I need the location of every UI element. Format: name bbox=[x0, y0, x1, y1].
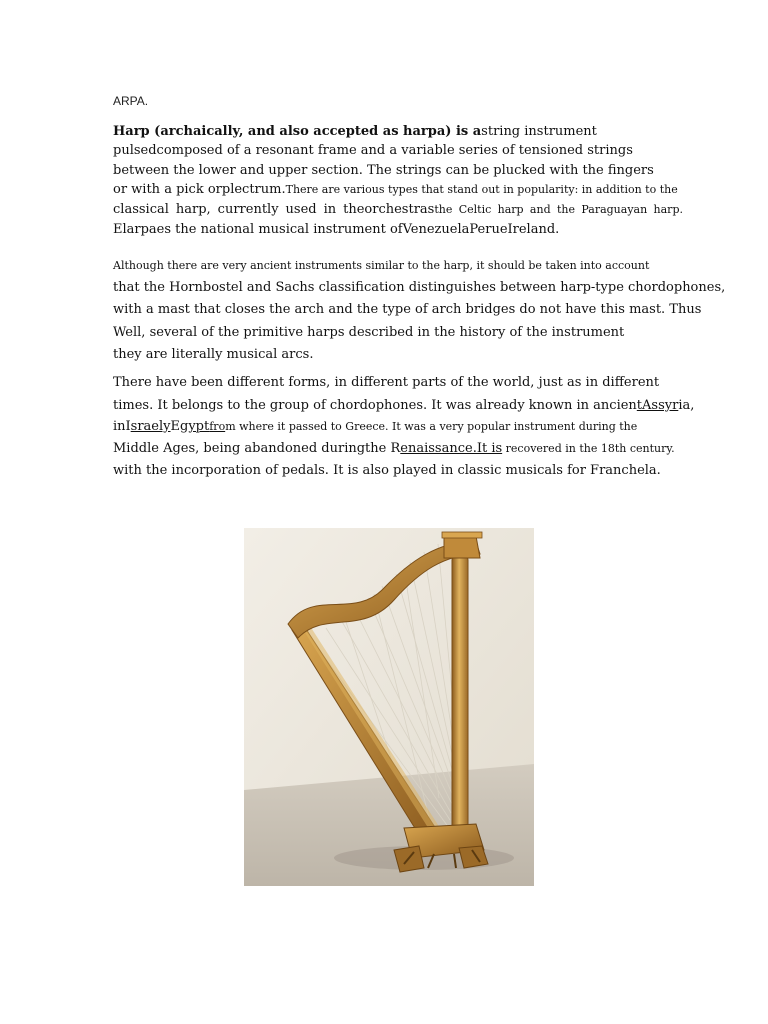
p1-line-4-b: There are various types that stand out in popularity: in addition to the bbox=[285, 183, 678, 196]
p2-line-1: Although there are very ancient instruments similar to the harp, it should be taken into account bbox=[113, 259, 650, 272]
p3-line-5: with the incorporation of pedals. It is also played in classic musicals for Franchela. bbox=[113, 463, 661, 478]
p3-line-3 bbox=[113, 419, 683, 435]
harp-image bbox=[244, 528, 534, 886]
p2-line-2: that the Hornbostel and Sachs classification distinguishes between harp-type chordophones, bbox=[113, 280, 726, 295]
link-renaissance[interactable]: enaissance.It is bbox=[400, 441, 503, 456]
link-from[interactable]: fro bbox=[209, 420, 226, 433]
p3-line-3-a: inI bbox=[113, 419, 131, 434]
p3-line-2-a: times. It belongs to the group of chordophones. It was already known in ancien bbox=[113, 398, 637, 413]
p1-line-5-b: the Celtic harp and the Paraguayan harp. bbox=[434, 203, 683, 216]
document-heading: ARPA. bbox=[113, 94, 149, 108]
harp-pillar bbox=[452, 556, 468, 836]
link-israel[interactable]: sraely bbox=[130, 419, 171, 434]
p2-line-4: Well, several of the primitive harps described in the history of the instrument bbox=[113, 325, 625, 340]
p1-line-1-rest: string instrument bbox=[481, 124, 597, 139]
p1-bold-lead: Harp (archaically, and also accepted as harpa) is a bbox=[113, 124, 482, 139]
link-assyria[interactable]: tAssyr bbox=[636, 398, 679, 413]
p1-line-4 bbox=[113, 182, 683, 198]
p1-line-3: between the lower and upper section. The strings can be plucked with the fingers bbox=[113, 163, 654, 178]
p2-line-3: with a mast that closes the arch and the type of arch bridges do not have this mast. Thus bbox=[113, 302, 702, 317]
p1-line-5 bbox=[113, 202, 683, 218]
p3-line-4 bbox=[113, 441, 683, 457]
link-egypt[interactable]: gypt bbox=[180, 419, 210, 434]
p1-line-1 bbox=[113, 124, 683, 140]
p2-line-5: they are literally musical arcs. bbox=[113, 347, 314, 362]
p3-line-3-c: E bbox=[170, 419, 181, 434]
p1-line-5-a: classical harp, currently used in theorchestras bbox=[113, 202, 435, 217]
p3-line-2-c: ia, bbox=[678, 398, 695, 413]
p1-line-4-a: or with a pick orplectrum. bbox=[113, 182, 286, 197]
p3-line-4-a: Middle Ages, being abandoned duringthe R bbox=[113, 441, 401, 456]
p1-line-2: pulsedcomposed of a resonant frame and a variable series of tensioned strings bbox=[113, 143, 633, 158]
p3-line-1: There have been different forms, in different parts of the world, just as in different bbox=[113, 375, 660, 390]
p3-line-2 bbox=[113, 398, 695, 414]
harp-crown bbox=[444, 536, 480, 558]
p1-line-6: Elarpaes the national musical instrument ofVenezuelaPerueIreland. bbox=[113, 222, 560, 237]
p3-line-4-c: recovered in the 18th century. bbox=[502, 442, 675, 455]
p3-line-3-f: m where it passed to Greece. It was a very popular instrument during the bbox=[225, 420, 638, 433]
harp-illustration bbox=[244, 528, 534, 886]
